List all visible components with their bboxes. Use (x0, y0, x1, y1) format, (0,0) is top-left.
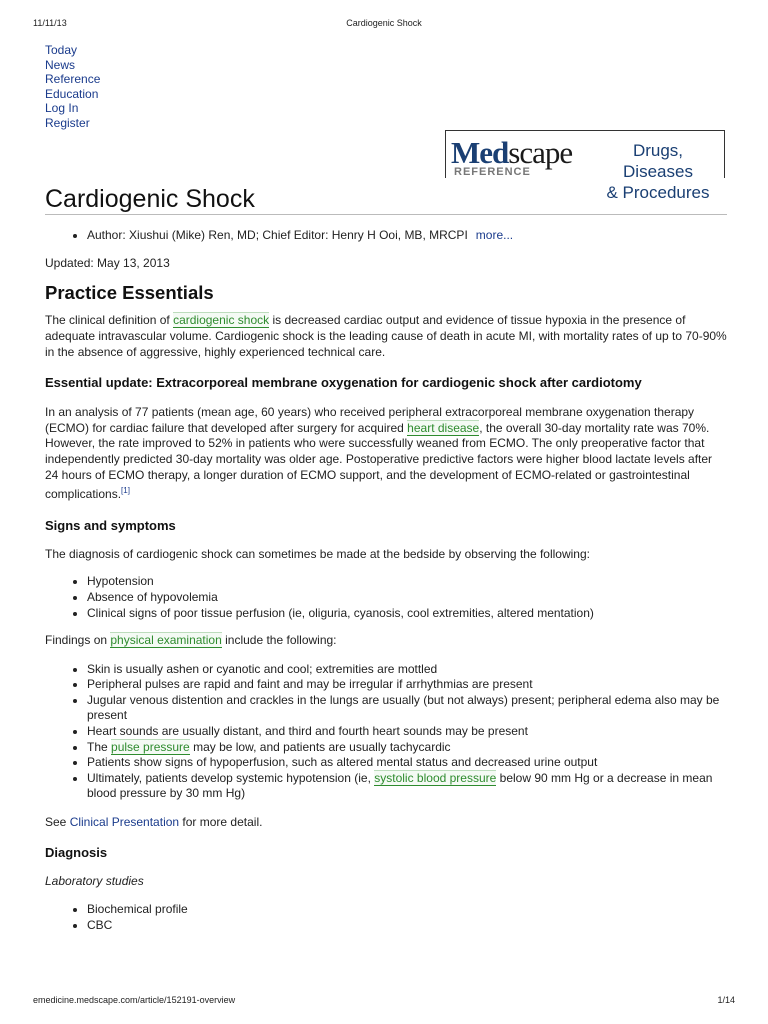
signs-intro: The diagnosis of cardiogenic shock can sometimes be made at the bedside by observing the following: (45, 546, 590, 561)
section-heading-practice-essentials: Practice Essentials (45, 281, 214, 303)
print-footer (0, 995, 768, 1009)
article-content (45, 185, 727, 933)
systolic-blood-pressure-link[interactable]: systolic blood pressure (374, 770, 497, 785)
list-item: • Patients show signs of hypoperfusion, such as altered mental status and decreased urine output (87, 755, 727, 771)
nav-link-login[interactable]: Log In (45, 101, 79, 116)
signs-symptoms-heading: Signs and symptoms (45, 517, 176, 533)
clinical-presentation-link[interactable]: Clinical Presentation (69, 815, 180, 830)
heart-disease-link[interactable]: heart disease (407, 420, 480, 435)
print-title: Cardiogenic Shock (346, 18, 422, 28)
list-item: • Peripheral pulses are rapid and faint and may be irregular if arrhythmias are present (87, 677, 727, 693)
diagnosis-heading: Diagnosis (45, 844, 108, 860)
list-item: • Biochemical profile (87, 902, 727, 918)
print-header (0, 18, 768, 32)
list-item: • Clinical signs of poor tissue perfusion (ie, oliguria, cyanosis, cool extremities, altered mentation) (87, 606, 727, 622)
findings-list (45, 662, 727, 802)
updated-date: Updated: May 13, 2013 (45, 256, 170, 271)
reference-1-link[interactable]: [1] (121, 486, 130, 496)
see-more-line: See Clinical Presentation for more detail. (45, 815, 263, 830)
findings-intro: Findings on physical examination include the following: (45, 633, 337, 648)
print-date: 11/11/13 (33, 18, 67, 28)
lab-studies-heading: Laboratory studies (45, 873, 144, 888)
list-item: • CBC (87, 918, 727, 934)
list-item: • Absence of hypovolemia (87, 590, 727, 606)
list-item: • Jugular venous distention and crackles in the lungs are usually (but not always) present; peripheral edema also may be present (87, 693, 727, 724)
top-nav (45, 43, 100, 131)
list-item: • Heart sounds are usually distant, and third and fourth heart sounds may be present (87, 724, 727, 740)
logo-brand: Medscape (451, 135, 573, 170)
author-line: • Author: Xiushui (Mike) Ren, MD; Chief Editor: Henry H Ooi, MB, MRCPI more... (87, 228, 727, 244)
logo-sub: REFERENCE (454, 166, 531, 178)
list-item: • The pulse pressure may be low, and patients are usually tachycardic (87, 740, 727, 756)
list-item: • Skin is usually ashen or cyanotic and cool; extremities are mottled (87, 662, 727, 678)
print-url: emedicine.medscape.com/article/152191-overview (33, 995, 236, 1005)
intro-paragraph: The clinical definition of cardiogenic shock is decreased cardiac output and evidence of tissue hypoxia in the presence of adequate intravascular volume. Cardiogenic shock is the leading cause of death in acute MI, with mortality rates of up to 70-90% in the absence of aggressive, highly experienced technical care. (45, 313, 727, 359)
nav-link-news[interactable]: News (45, 57, 76, 72)
lab-list (45, 902, 727, 933)
essential-update-paragraph: In an analysis of 77 patients (mean age, 60 years) who received peripheral extracorporeal membrane oxygenation therapy (ECMO) for cardiac failure that developed after surgery for acquired heart disease, the overall 30-day mortality rate was 70%. However, the rate improved to 52% in patients who were successfully weaned from ECMO. The only preoperative factor that independently predicted 30-day mortality was older age. Postoperative predictive factors were higher blood lactate levels after 24 hours of ECMO therapy, a longer duration of ECMO support, and the development of ECMO-related or gastrointestinal complications.[1] (45, 405, 713, 502)
print-page-number: 1/14 (717, 995, 735, 1005)
list-item: • Ultimately, patients develop systemic hypotension (ie, systolic blood pressure below 90 mm Hg or a decrease in mean blood pressure by 30 mm Hg) (87, 771, 727, 802)
nav-link-education[interactable]: Education (45, 86, 99, 101)
more-authors-link[interactable]: more... (475, 227, 514, 242)
list-item: • Hypotension (87, 574, 727, 590)
physical-examination-link[interactable]: physical examination (110, 633, 222, 648)
nav-link-register[interactable]: Register (45, 115, 90, 130)
nav-link-reference[interactable]: Reference (45, 72, 101, 87)
logo-tagline: Drugs, Diseases & Procedures (606, 141, 710, 202)
nav-link-today[interactable]: Today (45, 43, 78, 57)
cardiogenic-shock-link[interactable]: cardiogenic shock (173, 313, 270, 328)
author-list (45, 228, 727, 244)
medscape-logo[interactable] (445, 130, 725, 202)
page-title: Cardiogenic Shock (45, 192, 727, 215)
pulse-pressure-link[interactable]: pulse pressure (111, 739, 190, 754)
signs-list (45, 574, 727, 621)
essential-update-heading: Essential update: Extracorporeal membrane oxygenation for cardiogenic shock after cardiotomy (45, 375, 642, 391)
